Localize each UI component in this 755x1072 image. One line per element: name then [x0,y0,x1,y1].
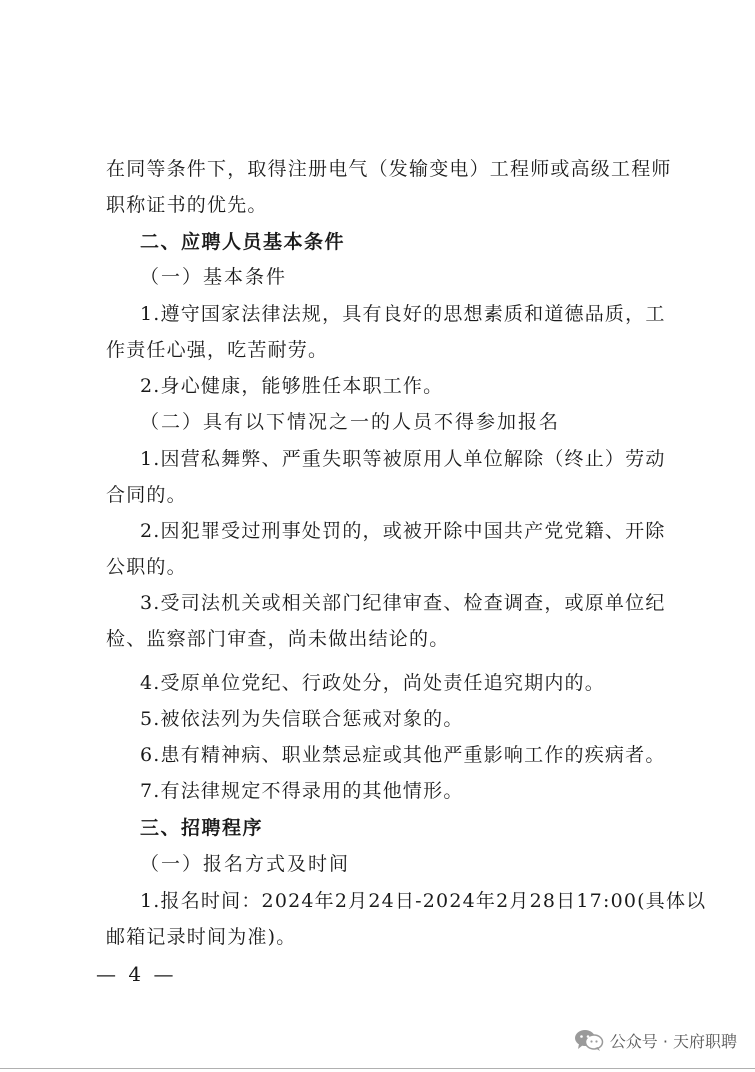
list-item-1-line-2: 作责任心强，吃苦耐劳。 [106,339,329,361]
registration-item-1-line-2: 邮箱记录时间为准)。 [106,926,297,948]
wechat-icon [574,1028,604,1052]
excluded-item-1-line-2: 合同的。 [106,484,187,506]
section-heading-3: 三、招聘程序 [140,817,264,839]
excluded-item-3-line-2: 检、监察部门审查，尚未做出结论的。 [106,628,450,650]
watermark-text: 公众号 · 天府职聘 [609,1031,737,1051]
subsection-heading-registration: （一）报名方式及时间 [140,853,351,875]
excluded-item-5: 5.被依法列为失信联合惩戒对象的。 [140,708,464,730]
excluded-item-2-line-2: 公职的。 [106,556,187,578]
excluded-item-7: 7.有法律规定不得录用的其他情形。 [140,780,464,802]
section-heading-2: 二、应聘人员基本条件 [140,231,346,253]
list-item-1-line-1: 1.遵守国家法律法规，具有良好的思想素质和道德品质，工 [140,303,666,325]
body-line-2: 职称证书的优先。 [106,194,268,216]
excluded-item-4: 4.受原单位党纪、行政处分，尚处责任追究期内的。 [140,672,605,694]
excluded-item-3-line-1: 3.受司法机关或相关部门纪律审查、检查调查，或原单位纪 [140,592,666,614]
list-item-2: 2.身心健康，能够胜任本职工作。 [140,375,444,397]
page-number: — 4 — [96,962,177,986]
subsection-heading-excluded: （二）具有以下情况之一的人员不得参加报名 [140,411,561,433]
subsection-heading-basic: （一）基本条件 [140,266,288,288]
bottom-divider [0,1068,755,1069]
excluded-item-1-line-1: 1.因营私舞弊、严重失职等被原用人单位解除（终止）劳动 [140,448,666,470]
registration-item-1-line-1: 1.报名时间：2024年2月24日-2024年2月28日17:00(具体以 [140,890,707,912]
excluded-item-2-line-1: 2.因犯罪受过刑事处罚的，或被开除中国共产党党籍、开除 [140,520,666,542]
body-line-1: 在同等条件下，取得注册电气（发输变电）工程师或高级工程师 [106,158,672,180]
watermark [574,1028,737,1052]
excluded-item-6: 6.患有精神病、职业禁忌症或其他严重影响工作的疾病者。 [140,744,666,766]
